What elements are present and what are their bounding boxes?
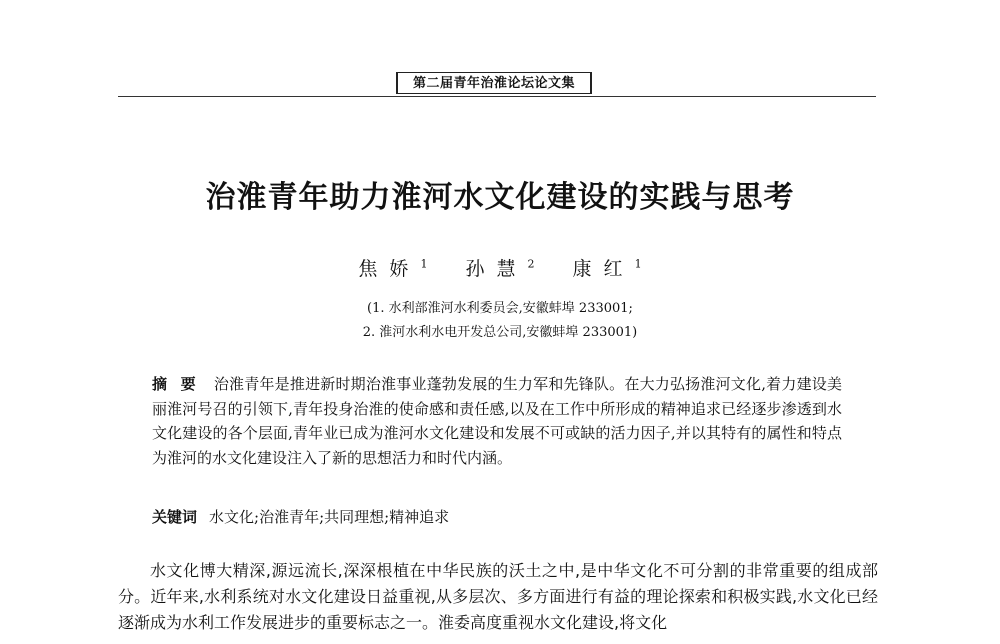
keywords-text: 水文化;治淮青年;共同理想;精神追求 — [209, 508, 450, 526]
affiliation-1: (1. 水利部淮河水利委员会,安徽蚌埠 233001; — [367, 301, 633, 316]
body-text — [118, 558, 878, 636]
affiliation-marker: 1 — [634, 257, 642, 271]
affiliation-marker: 2 — [527, 257, 535, 271]
author-name: 焦娇 — [358, 258, 421, 280]
keywords-label: 关键词 — [152, 508, 198, 526]
body-paragraph: 水文化博大精深,源远流长,深深根植在中华民族的沃土之中,是中华文化不可分割的非常重要的组成部分。近年来,水利系统对水文化建设日益重视,从多层次、多方面进行有益的理论探索和积极实践,水文化已经逐渐成为水利工作发展进步的重要标志之一。淮委高度重视水文化建设,将文化 — [118, 561, 878, 632]
author — [465, 254, 534, 281]
author-list — [0, 254, 1000, 281]
keywords — [152, 506, 842, 527]
affiliation-marker: 1 — [420, 257, 428, 271]
abstract — [152, 372, 842, 470]
author-name: 康红 — [572, 258, 635, 280]
author — [358, 254, 427, 281]
running-header: 第二届青年治淮论坛论文集 — [396, 72, 592, 94]
affiliation-2: 2. 淮河水利水电开发总公司,安徽蚌埠 233001) — [362, 325, 638, 340]
author — [573, 254, 642, 281]
abstract-label: 摘 要 — [152, 375, 200, 393]
abstract-text: 治淮青年是推进新时期治淮事业蓬勃发展的生力军和先锋队。在大力弘扬淮河文化,着力建设美丽淮河号召的引领下,青年投身治淮的使命感和责任感,以及在工作中所形成的精神追求已经逐步渗透到水文化建设的各个层面,青年业已成为淮河水文化建设和发展不可或缺的活力因子,并以其特有的属性和特点为淮河的水文化建设注入了新的思想活力和时代内涵。 — [152, 375, 842, 467]
author-name: 孙慧 — [465, 258, 528, 280]
paper-title: 治淮青年助力淮河水文化建设的实践与思考 — [205, 180, 795, 215]
header-rule — [118, 96, 876, 97]
